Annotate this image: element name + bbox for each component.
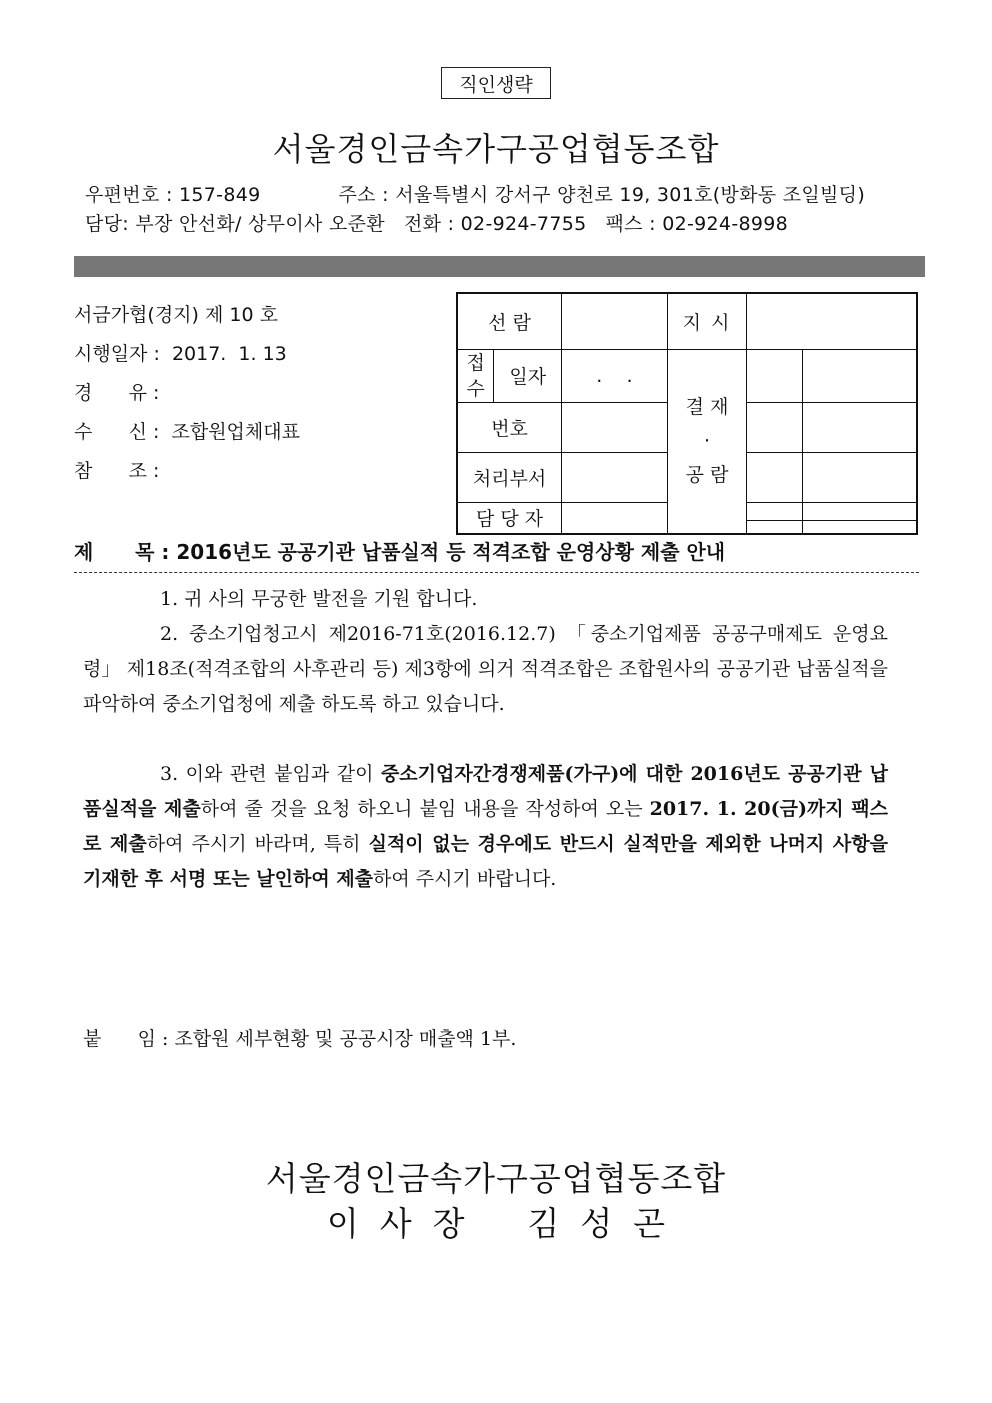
approval-cell bbox=[803, 452, 917, 502]
via-label: 경 유 : bbox=[74, 382, 160, 404]
paragraph-3 bbox=[83, 757, 888, 897]
approval-cell bbox=[747, 452, 803, 502]
receipt-number-label: 번호 bbox=[457, 402, 562, 452]
fax-label: 팩스 : bbox=[605, 213, 656, 235]
contact-label: 담당: bbox=[85, 213, 130, 235]
subject-label: 제 목 : bbox=[74, 540, 170, 564]
paragraph-1: 1. 귀 사의 무궁한 발전을 기원 합니다. bbox=[160, 588, 478, 610]
organization-title: 서울경인금속가구공업협동조합 bbox=[272, 130, 720, 168]
p3-bold-f: 실적이 없는 경우에도 반드시 실적만을 제외한 나머지 사항을 기재한 후 서명 또는 날인하여 제출 bbox=[83, 833, 888, 890]
approval-label-cell bbox=[667, 349, 747, 534]
subject-text: 2016년도 공공기관 납품실적 등 적격조합 운영상황 제출 안내 bbox=[176, 540, 726, 564]
p3-text-c: 하여 줄 것을 요청 하오니 붙임 내용을 작성하여 오는 bbox=[200, 798, 650, 820]
signature-name: 김 성 곤 bbox=[527, 1204, 666, 1243]
approval-cell bbox=[747, 502, 803, 520]
approval-cell bbox=[803, 520, 917, 534]
contact-line bbox=[85, 209, 788, 236]
fax-value: 02-924-8998 bbox=[662, 213, 789, 235]
signature-line bbox=[0, 1198, 992, 1245]
phone-label: 전화 : bbox=[403, 213, 455, 235]
receipt-date-value: . . bbox=[562, 349, 668, 402]
address-line bbox=[85, 180, 865, 207]
postal-label: 우편번호 : bbox=[85, 184, 173, 206]
date-label: 시행일자 : bbox=[74, 343, 160, 365]
p3-text-e: 하여 주시기 바라며, 특히 bbox=[146, 833, 369, 855]
recipient-value: 조합원업체대표 bbox=[171, 421, 300, 443]
approval-cell bbox=[747, 402, 803, 452]
header-divider-bar bbox=[74, 256, 925, 277]
stamp-omitted-box bbox=[441, 67, 551, 99]
doc-number: 서금가협(경지) 제 10 호 bbox=[74, 304, 278, 326]
reference-label: 참 조 : bbox=[74, 460, 160, 482]
receipt-number-value bbox=[562, 402, 668, 452]
person-cell bbox=[562, 502, 668, 534]
department-label: 처리부서 bbox=[457, 452, 562, 502]
date-row bbox=[74, 339, 287, 366]
attachment-line bbox=[83, 1024, 516, 1051]
approval-dot: · bbox=[704, 430, 711, 453]
postal-code: 157-849 bbox=[179, 184, 261, 206]
p3-bold-d: 2017. 1. 20(금)까지 팩스로 제출 bbox=[83, 798, 888, 855]
department-cell bbox=[562, 452, 668, 502]
attachment-label: 붙 임 : bbox=[83, 1028, 169, 1050]
phone-value: 02-924-7755 bbox=[460, 213, 587, 235]
contact-value: 부장 안선화/ 상무이사 오준환 bbox=[135, 213, 385, 235]
paragraph-2: 2. 중소기업청고시 제2016-71호(2016.12.7) 「중소기업제품 공공구매제도 운영요령」 제18조(적격조합의 사후관리 등) 제3항에 의거 적격조합은 조합원사의 공공기관 납품실적을 파악하여 중소기업청에 제출 하도록 하고 있습니다. bbox=[83, 623, 888, 715]
preview-cell bbox=[562, 293, 668, 349]
approval-cell bbox=[747, 520, 803, 534]
approval-cell bbox=[747, 349, 803, 402]
recipient-label: 수 신 : bbox=[74, 421, 160, 443]
signature-title: 이 사 장 bbox=[326, 1204, 465, 1243]
instruction-label: 지 시 bbox=[667, 293, 747, 349]
p3-bold-b: 중소기업자간경쟁제품(가구)에 대한 2016년도 공공기관 납품실적을 제출 bbox=[83, 763, 889, 820]
person-label: 담 당 자 bbox=[457, 502, 562, 534]
subject-line bbox=[74, 536, 725, 565]
attachment-text: 조합원 세부현황 및 공공시장 매출액 1부. bbox=[174, 1028, 517, 1050]
approval-cell bbox=[803, 402, 917, 452]
receipt-date-label: 일자 bbox=[494, 349, 562, 402]
p3-text-a: 3. 이와 관련 붙임과 같이 bbox=[160, 763, 381, 785]
approval-label-2: 공 람 bbox=[685, 464, 729, 487]
p3-text-g: 하여 주시기 바랍니다. bbox=[373, 868, 557, 890]
date-value: 2017. 1. 13 bbox=[171, 343, 287, 365]
approval-table bbox=[456, 292, 918, 535]
approval-cell bbox=[803, 349, 917, 402]
instruction-cell bbox=[747, 293, 917, 349]
via-row bbox=[74, 378, 165, 405]
preview-label: 선 람 bbox=[457, 293, 562, 349]
recipient-row bbox=[74, 417, 300, 444]
subject-dashed-divider bbox=[74, 572, 919, 573]
body-content bbox=[83, 582, 888, 897]
reference-row bbox=[74, 456, 165, 483]
stamp-omitted-label: 직인생략 bbox=[459, 73, 533, 96]
receipt-label: 접 수 bbox=[457, 349, 494, 402]
address-value: 서울특별시 강서구 양천로 19, 301호(방화동 조일빌딩) bbox=[395, 184, 866, 206]
approval-cell bbox=[803, 502, 917, 520]
signature-organization: 서울경인금속가구공업협동조합 bbox=[265, 1159, 727, 1198]
approval-label-1: 결 재 bbox=[685, 396, 729, 419]
address-label: 주소 : bbox=[338, 184, 389, 206]
